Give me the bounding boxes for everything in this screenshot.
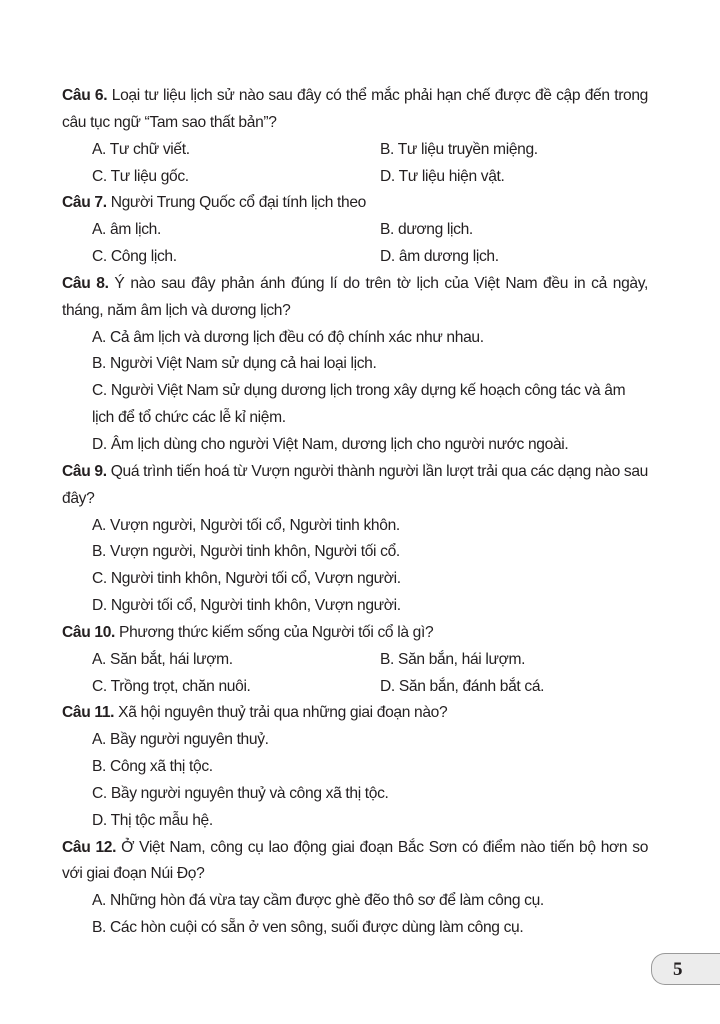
option-a: A. Săn bắt, hái lượm. [92,650,233,668]
option-d: D. Săn bắn, đánh bắt cá. [380,677,545,695]
option-c: C. Bầy người nguyên thuỷ và công xã thị tộc. [92,784,389,802]
question-text: Xã hội nguyên thuỷ trải qua những giai đoạn nào? [118,704,448,722]
question-label: Câu 10. [62,623,116,641]
question-11 [62,700,648,727]
question-text: Phương thức kiếm sống của Người tối cổ là gì? [119,623,434,641]
option-c: C. Trồng trọt, chăn nuôi. [92,677,251,695]
question-label: Câu 11. [62,704,115,722]
option-d: D. âm dương lịch. [380,248,499,266]
question-9 [62,459,648,513]
option-b: B. Người Việt Nam sử dụng cả hai loại lịch. [92,355,377,373]
option-a: A. Cả âm lịch và dương lịch đều có độ chính xác như nhau. [92,328,484,346]
question-text: Người Trung Quốc cổ đại tính lịch theo [110,194,366,212]
option-c: C. Công lịch. [92,248,177,266]
option-d: D. Người tối cổ, Người tinh khôn, Vượn người. [92,597,401,615]
question-text: Ở Việt Nam, công cụ lao động giai đoạn Bắc Sơn có điểm nào tiến bộ hơn so với giai đoạn Núi Đọ? [62,838,649,883]
option-b: B. Các hòn cuội có sẵn ở ven sông, suối được dùng làm công cụ. [92,919,524,937]
option-a: A. Tư chữ viết. [92,140,190,158]
options-row [62,164,648,191]
question-text: Ý nào sau đây phản ánh đúng lí do trên tờ lịch của Việt Nam đều in cả ngày, tháng, năm âm lịch và dương lịch? [62,274,649,319]
option-d: D. Tư liệu hiện vật. [380,167,505,185]
question-list [62,83,648,942]
option-d: D. Thị tộc mẫu hệ. [92,811,213,829]
option-a: A. Những hòn đá vừa tay cầm được ghè đẽo thô sơ để làm công cụ. [92,892,544,910]
option-b: B. Vượn người, Người tinh khôn, Người tối cổ. [92,543,400,561]
question-text: Loại tư liệu lịch sử nào sau đây có thể mắc phải hạn chế được đề cập đến trong câu tục ngữ “Tam sao thất bản”? [62,87,649,131]
options-row [62,647,648,674]
question-8 [62,271,648,325]
options-row [62,217,648,244]
option-b: B. Công xã thị tộc. [92,758,213,776]
question-6 [62,83,648,137]
question-label: Câu 9. [62,462,107,480]
option-c: C. Tư liệu gốc. [92,167,189,185]
question-label: Câu 7. [62,194,107,212]
option-a: A. Bầy người nguyên thuỷ. [92,731,269,749]
question-12 [62,835,648,889]
question-label: Câu 6. [62,87,108,104]
options-row [62,137,648,164]
question-label: Câu 12. [62,838,117,856]
option-c: C. Người tinh khôn, Người tối cổ, Vượn người. [92,570,401,588]
option-a: A. Vượn người, Người tối cổ, Người tinh khôn. [92,516,400,534]
option-c: C. Người Việt Nam sử dụng dương lịch trong xây dựng kế hoạch công tác và âm lịch để tổ chức các lễ kỉ niệm. [92,382,626,427]
page-number: 5 [651,953,720,985]
question-7 [62,190,648,217]
option-b: B. Săn bắn, hái lượm. [380,650,526,668]
option-b: B. dương lịch. [380,221,473,239]
options-row [62,674,648,701]
option-b: B. Tư liệu truyền miệng. [380,140,538,158]
options-row [62,244,648,271]
option-a: A. âm lịch. [92,221,161,239]
question-10 [62,620,648,647]
question-label: Câu 8. [62,274,109,292]
option-d: D. Âm lịch dùng cho người Việt Nam, dương lịch cho người nước ngoài. [92,435,569,453]
question-text: Quá trình tiến hoá từ Vượn người thành người lần lượt trải qua các dạng nào sau đây? [62,462,648,507]
